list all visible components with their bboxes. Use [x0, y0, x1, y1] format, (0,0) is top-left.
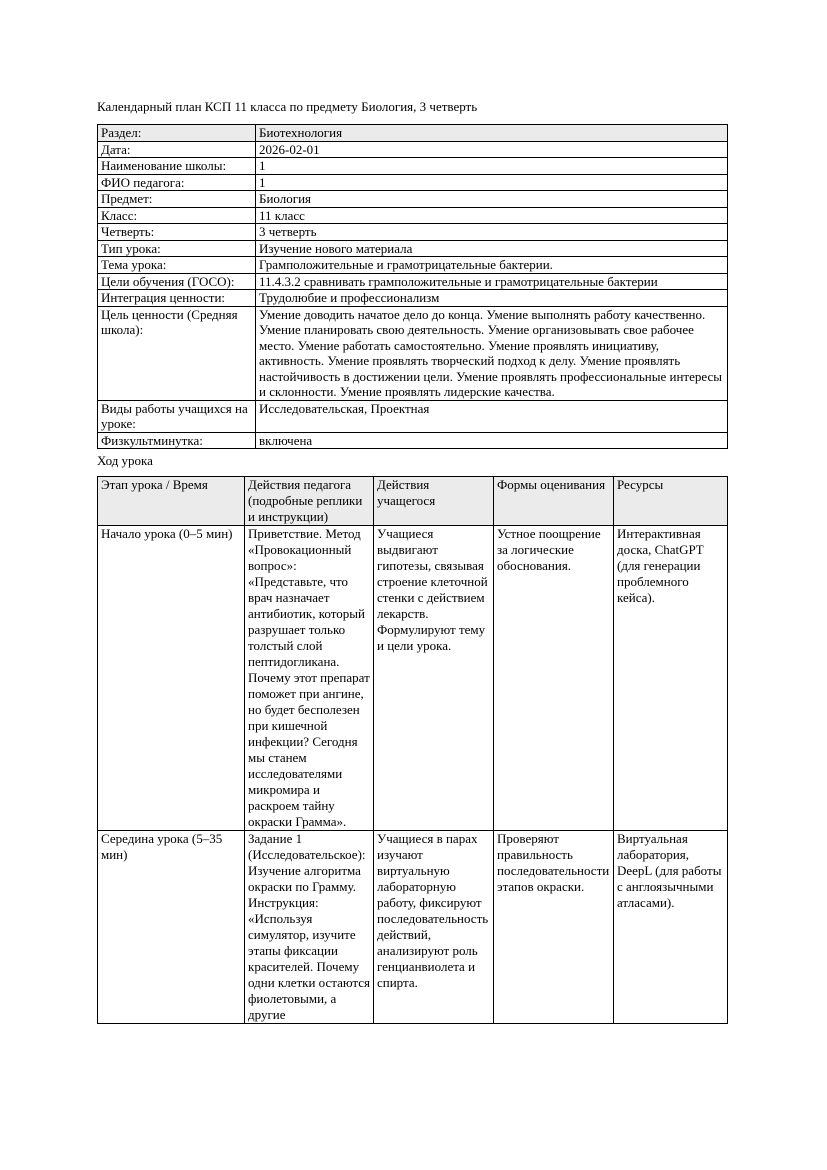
info-value-cell: Изучение нового материала: [256, 240, 728, 257]
info-label-cell: Предмет:: [98, 191, 256, 208]
info-value-cell: Умение доводить начатое дело до конца. Умение выполнять работу качественно. Умение планировать свою деятельность. Умение организовывать свое рабочее место. Умение работать самостоятельно. Умение проявлять инициативу, активность. Умение проявлять творческий подход к делу. Умение проявлять настойчивость в достижении цели. Умение проявлять профессиональные интересы и склонности. Умение проявлять лидерские качества.: [256, 306, 728, 400]
lesson-table-header-cell: Формы оценивания: [494, 477, 614, 526]
lesson-table-header-cell: Действия педагога (подробные реплики и инструкции): [245, 477, 374, 526]
lesson-cell-teacher: Приветствие. Метод «Провокационный вопрос»: «Представьте, что врач назначает антибиотик, который разрушает только толстый слой пептидогликана. Почему этот препарат поможет при ангине, но будет бесполезен при кишечной инфекции? Сегодня мы станем исследователями микромира и раскроем тайну окраски Грамма».: [245, 526, 374, 831]
info-label-cell: Тема урока:: [98, 257, 256, 274]
info-label-cell: Виды работы учащихся на уроке:: [98, 400, 256, 432]
info-table-body: [98, 125, 728, 449]
info-value-cell: Трудолюбие и профессионализм: [256, 290, 728, 307]
info-value-cell: 3 четверть: [256, 224, 728, 241]
document-title: Календарный план КСП 11 класса по предмету Биология, 3 четверть: [97, 99, 478, 114]
info-table-row: [98, 207, 728, 224]
info-value-cell: 11.4.3.2 сравнивать грамположительные и грамотрицательные бактерии: [256, 273, 728, 290]
info-value-cell: Биология: [256, 191, 728, 208]
info-label-cell: ФИО педагога:: [98, 174, 256, 191]
info-table-row: [98, 240, 728, 257]
lesson-cell-student: Учащиеся в парах изучают виртуальную лабораторную работу, фиксируют последовательность действий, анализируют роль генцианвиолета и спирта.: [374, 831, 494, 1024]
info-value-cell: 1: [256, 174, 728, 191]
info-table-row: [98, 273, 728, 290]
info-table-row: [98, 141, 728, 158]
info-label-cell: Четверть:: [98, 224, 256, 241]
info-value-cell: 11 класс: [256, 207, 728, 224]
lesson-cell-student: Учащиеся выдвигают гипотезы, связывая строение клеточной стенки с действием лекарств. Формулируют тему и цели урока.: [374, 526, 494, 831]
info-table-row: [98, 191, 728, 208]
info-value-cell: Грамположительные и грамотрицательные бактерии.: [256, 257, 728, 274]
info-label-cell: Физкультминутка:: [98, 432, 256, 449]
lesson-table-header-cell: Ресурсы: [614, 477, 728, 526]
lesson-table-row: [98, 831, 728, 1024]
info-label-cell: Дата:: [98, 141, 256, 158]
lesson-cell-stage: Середина урока (5–35 мин): [98, 831, 245, 1024]
info-table: [97, 124, 728, 449]
info-table-row: [98, 400, 728, 432]
lesson-table-header-cell: Этап урока / Время: [98, 477, 245, 526]
lesson-table-head-row: [98, 477, 728, 526]
info-table-row: [98, 306, 728, 400]
lesson-cell-assessment: Проверяют правильность последовательности этапов окраски.: [494, 831, 614, 1024]
info-table-row: [98, 432, 728, 449]
section-heading: Ход урока: [97, 453, 153, 468]
info-label-cell: Раздел:: [98, 125, 256, 142]
lesson-table-header-cell: Действия учащегося: [374, 477, 494, 526]
info-value-cell: Исследовательская, Проектная: [256, 400, 728, 432]
info-table-row: [98, 125, 728, 142]
info-value-cell: 2026-02-01: [256, 141, 728, 158]
info-label-cell: Цели обучения (ГОСО):: [98, 273, 256, 290]
info-table-row: [98, 257, 728, 274]
lesson-cell-assessment: Устное поощрение за логические обоснования.: [494, 526, 614, 831]
info-table-row: [98, 174, 728, 191]
info-value-cell: Биотехнология: [256, 125, 728, 142]
lesson-table-body: [98, 526, 728, 1024]
lesson-cell-stage: Начало урока (0–5 мин): [98, 526, 245, 831]
info-table-row: [98, 290, 728, 307]
info-table-row: [98, 158, 728, 175]
info-label-cell: Интеграция ценности:: [98, 290, 256, 307]
info-label-cell: Наименование школы:: [98, 158, 256, 175]
info-value-cell: 1: [256, 158, 728, 175]
info-table-row: [98, 224, 728, 241]
lesson-cell-resources: Виртуальная лаборатория, DeepL (для работы с англоязычными атласами).: [614, 831, 728, 1024]
info-label-cell: Тип урока:: [98, 240, 256, 257]
info-label-cell: Цель ценности (Средняя школа):: [98, 306, 256, 400]
info-value-cell: включена: [256, 432, 728, 449]
lesson-cell-resources: Интерактивная доска, ChatGPT (для генерации проблемного кейса).: [614, 526, 728, 831]
lesson-table-row: [98, 526, 728, 831]
lesson-cell-teacher: Задание 1 (Исследовательское): Изучение алгоритма окраски по Грамму. Инструкция: «Используя симулятор, изучите этапы фиксации красителей. Почему одни клетки остаются фиолетовыми, а другие: [245, 831, 374, 1024]
info-label-cell: Класс:: [98, 207, 256, 224]
lesson-table: [97, 476, 728, 1024]
